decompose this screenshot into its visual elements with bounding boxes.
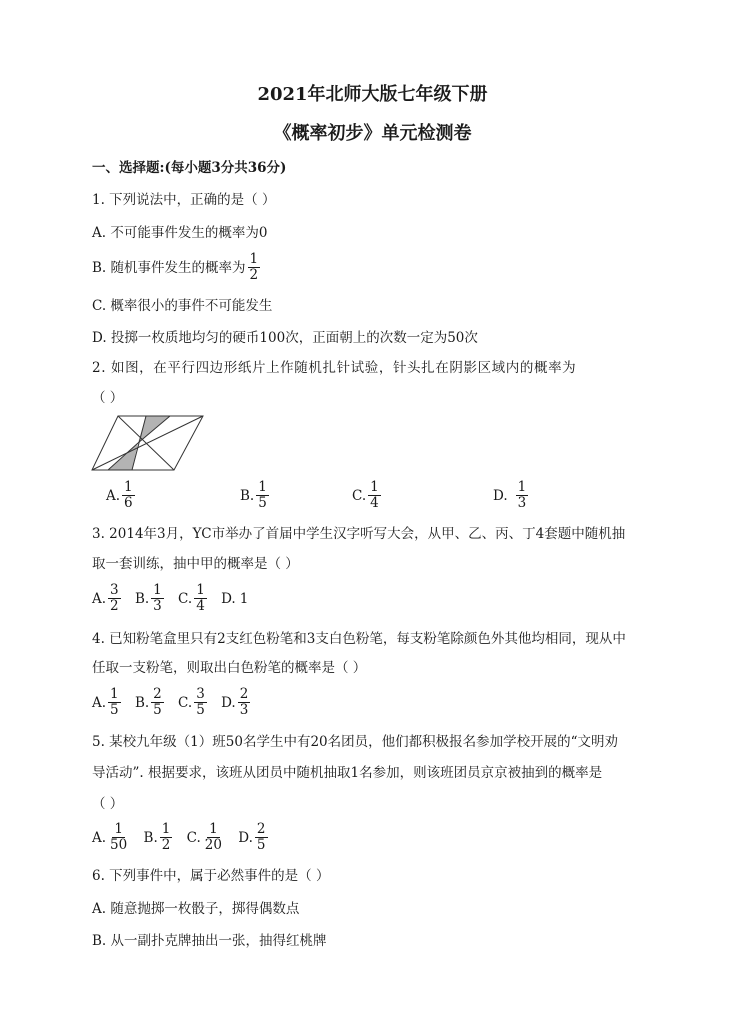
fraction-denominator: 5 (110, 702, 119, 718)
fraction-denominator: 2 (161, 837, 171, 853)
option-letter: C. (178, 591, 193, 607)
fraction-denominator: 20 (204, 837, 222, 853)
q1-stem: 1. 下列说法中，正确的是（ ） (92, 192, 276, 208)
q5-stem-line1: 5. 某校九年级（1）班50名学生中有20名团员，他们都积极报名参加学校开展的“文明劝 (92, 734, 619, 750)
fraction-denominator: 50 (110, 837, 128, 853)
option-letter: C. (352, 488, 367, 504)
fraction-numerator: 1 (196, 582, 205, 598)
fraction-denominator: 5 (153, 702, 162, 718)
fraction-numerator: 1 (124, 479, 133, 495)
option-letter: D. (221, 591, 236, 607)
q2-answer-paren: （ ） (92, 390, 124, 406)
q1-option-a: A. 不可能事件发生的概率为0 (92, 225, 268, 241)
option-letter: B. (240, 488, 255, 504)
q5-answer-paren: （ ） (92, 796, 124, 812)
q3-option-b-fraction (151, 583, 164, 614)
q4-stem-line2: 任取一支粉笔，则取出白色粉笔的概率是（ ） (92, 660, 367, 676)
fraction-numerator: 2 (153, 686, 162, 702)
q3-stem-line2: 取一套训练，抽中甲的概率是（ ） (92, 556, 299, 572)
fraction-numerator: 1 (370, 479, 379, 495)
option-letter: D. (238, 830, 253, 846)
option-letter: B. (134, 591, 150, 607)
q2-option-c (352, 481, 383, 512)
fraction-numerator: 1 (258, 479, 267, 495)
q2-stem: 2. 如图，在平行四边形纸片上作随机扎针试验，针头扎在阴影区域内的概率为 (92, 360, 577, 376)
option-letter: D. (493, 488, 508, 504)
q5-stem-line2: 导活动”. 根据要求，该班从团员中随机抽取1名参加，则该班团员京京被抽到的概率是 (92, 765, 603, 781)
fraction-denominator: 2 (249, 267, 259, 283)
option-letter: D. (221, 695, 236, 711)
q4-option-a-fraction (108, 687, 121, 718)
option-letter: A. (92, 591, 107, 607)
q1-option-d: D. 投掷一枚质地均匀的硬币100次，正面朝上的次数一定为50次 (92, 330, 478, 346)
q2-option-b-fraction (256, 480, 269, 511)
section-heading: 一、选择题:(每小题3分共36分) (92, 160, 287, 176)
fraction-numerator: 1 (209, 821, 218, 837)
option-letter: C. (178, 695, 193, 711)
fraction-numerator: 1 (114, 821, 123, 837)
option-letter: A. (106, 488, 121, 504)
page-subtitle: 《概率初步》单元检测卷 (273, 123, 472, 144)
q5-option-b-fraction (160, 822, 173, 853)
fraction-denominator: 5 (196, 702, 205, 718)
q2-option-d (493, 481, 530, 512)
q2-option-a-fraction (122, 480, 135, 511)
fraction-denominator: 3 (517, 495, 527, 511)
q3-option-d-value: 1 (239, 591, 249, 607)
option-letter: A. (92, 695, 107, 711)
fraction-denominator: 5 (256, 837, 266, 853)
q5-options (92, 823, 270, 854)
fraction-numerator: 1 (517, 479, 527, 495)
q6-option-a: A. 随意抛掷一枚骰子，掷得偶数点 (92, 901, 300, 917)
option-letter: C. (186, 830, 201, 846)
fraction-denominator: 3 (153, 598, 162, 614)
fraction-denominator: 4 (370, 495, 379, 511)
option-letter: B. (143, 830, 158, 846)
q3-options (92, 584, 248, 615)
q3-option-c-fraction (194, 583, 207, 614)
q1-option-b (92, 252, 262, 284)
option-letter: B. (134, 695, 150, 711)
q4-stem-line1: 4. 已知粉笔盒里只有2支红色粉笔和3支白色粉笔，每支粉笔除颜色外其他均相同，现从中 (92, 631, 626, 647)
q1-option-b-text: B. 随机事件发生的概率为 (92, 260, 246, 276)
fraction-denominator: 3 (239, 702, 249, 718)
q4-option-c-fraction (194, 687, 207, 718)
page-title: 2021年北师大版七年级下册 (257, 84, 488, 105)
q6-option-b: B. 从一副扑克牌抽出一张，抽得红桃牌 (92, 933, 327, 949)
q4-option-d-fraction (238, 687, 251, 718)
fraction-numerator: 3 (196, 686, 205, 702)
q5-option-d-fraction (255, 822, 268, 853)
q5-option-a-fraction (108, 822, 129, 853)
fraction-denominator: 4 (196, 598, 205, 614)
fraction-numerator: 2 (239, 686, 249, 702)
q4-option-b-fraction (151, 687, 164, 718)
fraction-numerator: 1 (249, 251, 259, 267)
option-letter: A. (92, 830, 107, 846)
q2-option-d-fraction (516, 480, 529, 511)
q6-stem: 6. 下列事件中，属于必然事件的是（ ） (92, 868, 330, 884)
fraction-denominator: 5 (258, 495, 267, 511)
q2-option-c-fraction (368, 480, 381, 511)
q5-option-c-fraction (203, 822, 224, 853)
q2-option-b (240, 481, 271, 512)
q1-option-c: C. 概率很小的事件不可能发生 (92, 298, 273, 314)
parallelogram-figure (88, 412, 208, 474)
fraction-denominator: 2 (110, 598, 119, 614)
q3-stem-line1: 3. 2014年3月，YC市举办了首届中学生汉字听写大会，从甲、乙、丙、丁4套题中随机抽 (92, 526, 626, 542)
q3-option-a-fraction (108, 583, 121, 614)
fraction-numerator: 2 (256, 821, 266, 837)
fraction-numerator: 3 (110, 582, 119, 598)
fraction-denominator: 6 (124, 495, 133, 511)
q1-option-b-fraction (248, 252, 261, 283)
fraction-numerator: 1 (161, 821, 171, 837)
fraction-numerator: 1 (110, 686, 119, 702)
fraction-numerator: 1 (153, 582, 162, 598)
q2-option-a (106, 481, 137, 512)
q4-options (92, 688, 252, 719)
